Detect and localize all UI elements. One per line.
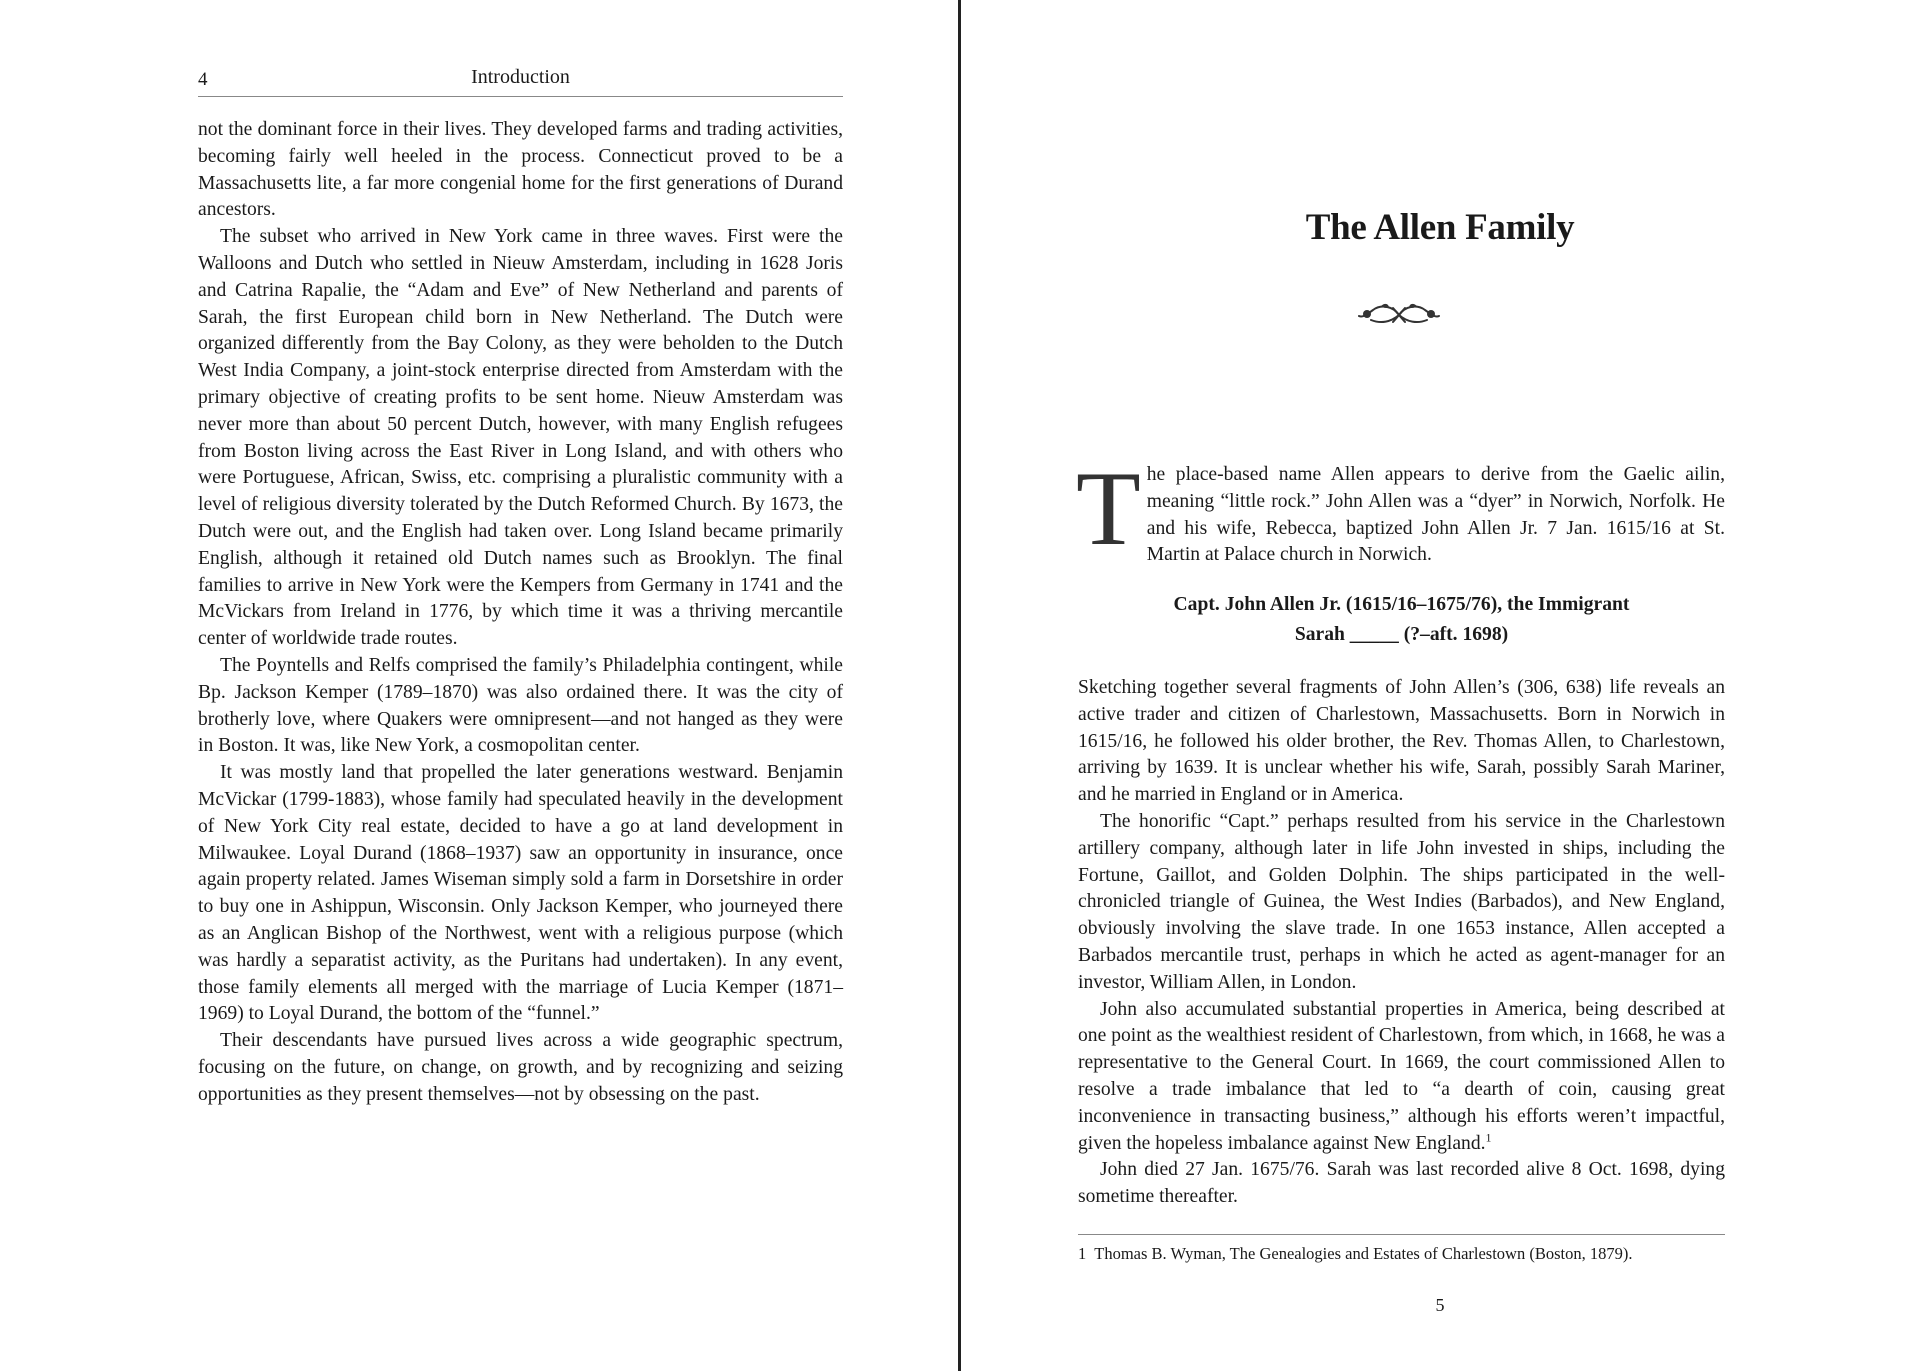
right-body-text	[1078, 675, 1725, 1211]
footnote	[1078, 1243, 1725, 1265]
paragraph: The subset who arrived in New York came in three waves. First were the Walloons and Dutch who settled in Nieuw Amsterdam, including in 1628 Joris and Catrina Rapalie, the “Adam and Eve” of New Netherland and parents of Sarah, the first European child born in New Netherland. The Dutch were organized differently from the Bay Colony, as they were beholden to the Dutch West India Company, a joint-stock enterprise directed from Amsterdam with the primary objective of creating profits to be sent home. Nieuw Amsterdam was never more than about 50 percent Dutch, however, with many English refugees from Boston living across the East River in Long Island, and with others who were Portuguese, African, Swiss, etc. comprising a pluralistic community with a level of religious diversity tolerated by the Dutch Reformed Church. By 1673, the Dutch were out, and the English had taken over. Long Island became primarily English, although it retained old Dutch names such as Brooklyn. The final families to arrive in New York were the Kempers from Germany in 1741 and the McVickars from Ireland in 1776, by which time it was a thriving mercantile center of worldwide trade routes.	[198, 226, 843, 650]
subheading-line-2: Sarah _____ (?–aft. 1698)	[1294, 624, 1509, 645]
subheading-line-1: Capt. John Allen Jr. (1615/16–1675/76), the Immigrant	[1173, 594, 1630, 615]
drop-cap: T	[1076, 450, 1141, 567]
paragraph: It was mostly land that propelled the later generations westward. Benjamin McVickar (1799-1883), whose family had speculated heavily in the development of New York City real estate, decided to have a go at land development in Milwaukee. Loyal Durand (1868–1937) saw an opportunity in insurance, once again property related. James Wiseman simply sold a farm in Dorsetshire in order to buy one in Ashippun, Wisconsin. Only Jackson Kemper, who journeyed there as an Anglican Bishop of the Northwest, went with a religious purpose (which was hardly a separatist activity, as the Puritans had undertaken). In any event, those family elements all merged with the marriage of Lucia Kemper (1871–1969) to Loyal Durand, the bottom of the “funnel.”	[198, 762, 843, 1025]
paragraph: Sketching together several fragments of John Allen’s (306, 638) life reveals an active trader and citizen of Charlestown, Massachusetts. Born in Norwich in 1615/16, he followed his older brother, the Rev. Thomas Allen, to Charlestown, arriving by 1639. It is unclear whether his wife, Sarah, possibly Sarah Mariner, and he married in England or in America.	[1078, 677, 1725, 806]
chapter-intro	[1076, 450, 1725, 569]
paragraph-text: John also accumulated substantial properties in America, being described at one point as the wealthiest resident of Charlestown, from which, in 1668, he was a representative to the General Court. In 1669, the court commissioned Allen to resolve a trade imbalance that led to “a dearth of coin, causing great inconvenience in transacting business,” although his efforts weren’t impactful, given the hopeless imbalance against New England.	[1078, 998, 1725, 1154]
fleuron-ornament-icon	[1355, 298, 1443, 332]
paragraph	[1078, 997, 1725, 1158]
left-body-text	[198, 117, 843, 1108]
chapter-title: The Allen Family	[1305, 207, 1575, 248]
section-subheading	[1078, 590, 1725, 650]
paragraph: The honorific “Capt.” perhaps resulted from his service in the Charlestown artillery company, although later in life John invested in ships, including the Fortune, Gaillot, and Golden Dolphin. The ships participated in the well-chronicled triangle of Guinea, the West Indies (Barbados), and New England, obviously involving the slave trade. In one 1653 instance, Allen accepted a Barbados mercantile trust, perhaps in which he acted as agent-manager for an investor, William Allen, in London.	[1078, 810, 1725, 993]
intro-text: he place-based name Allen appears to derive from the Gaelic ailin, meaning “little rock.” John Allen was a “dyer” in Norwich, Norfolk. He and his wife, Rebecca, baptized John Allen Jr. 7 Jan. 1615/16 at St. Martin at Palace church in Norwich.	[1146, 464, 1725, 566]
paragraph: The Poyntells and Relfs comprised the family’s Philadelphia contingent, while Bp. Jackson Kemper (1789–1870) was also ordained there. It was the city of brotherly love, where Quakers were omnipresent—and not hanged as they were in Boston. It was, like New York, a cosmopolitan center.	[198, 654, 843, 757]
running-header	[198, 64, 843, 97]
right-page	[961, 0, 1919, 1371]
running-title: Introduction	[471, 66, 570, 88]
left-page	[0, 0, 958, 1371]
intro-paragraph	[1076, 450, 1725, 569]
page-number-right: 5	[1435, 1295, 1445, 1315]
paragraph: John died 27 Jan. 1675/76. Sarah was last recorded alive 8 Oct. 1698, dying sometime thereafter.	[1078, 1159, 1725, 1208]
footnote-reference[interactable]: 1	[1485, 1130, 1492, 1145]
paragraph: not the dominant force in their lives. They developed farms and trading activities, becoming fairly well heeled in the process. Connecticut proved to be a Massachusetts lite, a far more congenial home for the first generations of Durand ancestors.	[198, 119, 843, 221]
paragraph: Their descendants have pursued lives across a wide geographic spectrum, focusing on the future, on change, on growth, and by recognizing and seizing opportunities as they present themselves—not by obsessing on the past.	[198, 1030, 843, 1105]
footnote-text: Thomas B. Wyman, The Genealogies and Estates of Charlestown (Boston, 1879).	[1094, 1244, 1633, 1263]
footnote-number: 1	[1078, 1244, 1087, 1263]
footnote-rule	[1078, 1234, 1725, 1235]
page-number-left: 4	[198, 69, 208, 90]
